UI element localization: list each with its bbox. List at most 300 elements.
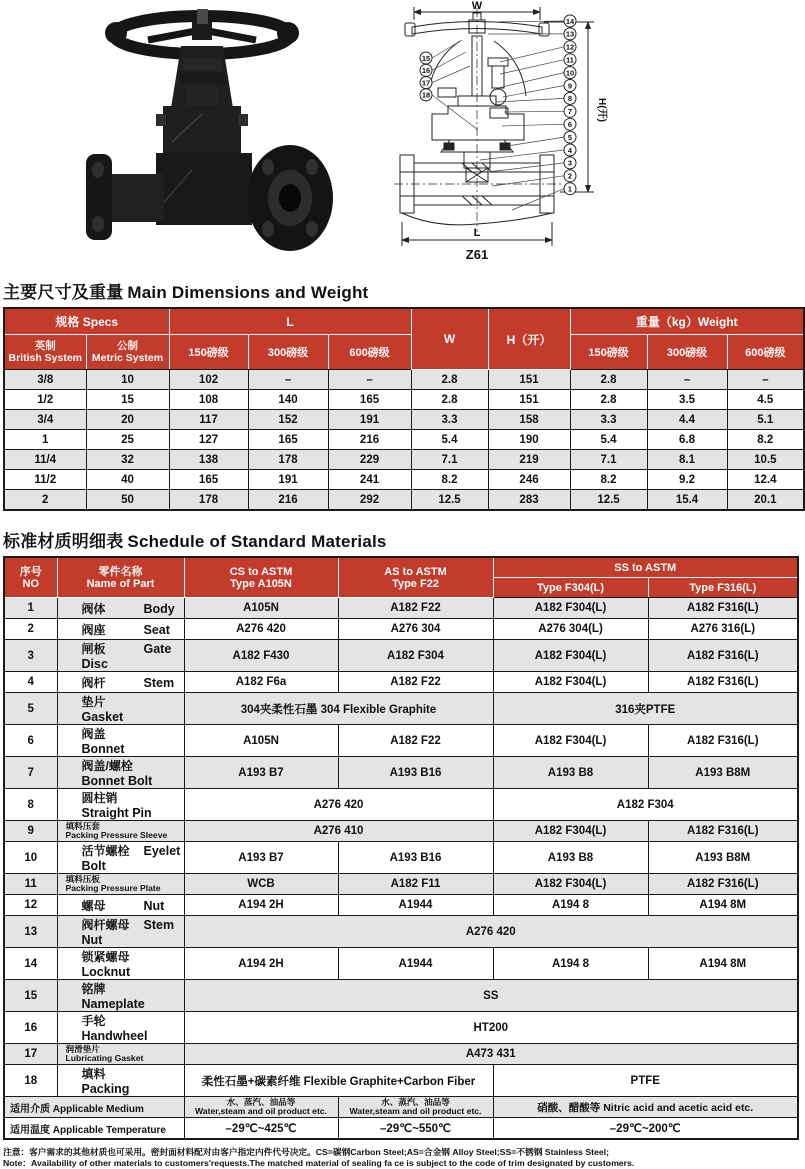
applicability-value: –29℃~550℃ <box>338 1118 493 1140</box>
material-spec: A182 F316(L) <box>648 821 798 842</box>
part-number: 14 <box>4 948 57 980</box>
material-spec: 316夹PTFE <box>493 693 798 725</box>
part-name-en: Handwheel <box>82 1029 148 1043</box>
material-spec: A276 410 <box>184 821 493 842</box>
callout-number: 4 <box>568 146 573 155</box>
part-name <box>57 1012 184 1044</box>
part-name-zh: 阀盖 <box>82 725 144 742</box>
dimension-value: 8.2 <box>727 430 804 450</box>
dimension-value: 1 <box>4 430 86 450</box>
materials-title-en: Schedule of Standard Materials <box>127 532 386 551</box>
header-cs: CS to ASTM Type A105N <box>184 557 338 598</box>
header-length: L <box>169 308 411 335</box>
dim-h-label: H(开) <box>596 98 608 122</box>
callout-number: 12 <box>566 43 574 52</box>
part-number: 4 <box>4 672 57 693</box>
part-name-zh: 润滑垫片 <box>66 1045 184 1055</box>
part-number: 1 <box>4 598 57 619</box>
dimension-value: 8.2 <box>570 470 647 490</box>
footnote-zh: 注意：客户需求的其他材质也可采用。密封面材料配对由客户指定内件代号决定。CS=碳钢Carbon Steel;AS=合金钢 Alloy Steel;SS=不锈钢 Stainless Steel; <box>3 1147 800 1158</box>
dimension-value: 108 <box>169 390 248 410</box>
material-spec: A194 2H <box>184 948 338 980</box>
dimension-value: 151 <box>488 370 570 390</box>
callout-number: 1 <box>568 185 572 194</box>
dimension-value: 229 <box>328 450 411 470</box>
applicability-label: 适用介质 Applicable Medium <box>4 1097 184 1118</box>
material-row <box>4 619 798 640</box>
part-name-en: Seat <box>144 623 170 637</box>
material-spec: A193 B8 <box>493 757 648 789</box>
dim-w-label: W <box>472 0 483 12</box>
part-name <box>57 757 184 789</box>
part-name-zh: 阀杆螺母 <box>82 916 144 933</box>
material-spec: A194 8M <box>648 948 798 980</box>
dimension-value: 6.8 <box>647 430 727 450</box>
part-name-en: Bonnet <box>82 742 125 756</box>
material-spec: A182 F304(L) <box>493 874 648 895</box>
material-spec: A182 F316(L) <box>648 725 798 757</box>
applicability-value: –29℃~200℃ <box>493 1118 798 1140</box>
dimension-value: 2.8 <box>570 370 647 390</box>
dimension-value: 15.4 <box>647 490 727 511</box>
callout-number: 13 <box>566 30 574 39</box>
material-spec: A182 F430 <box>184 640 338 672</box>
dimension-value: 11/2 <box>4 470 86 490</box>
material-spec: A182 F22 <box>338 672 493 693</box>
callout-leader <box>502 124 564 126</box>
material-spec: A182 F22 <box>338 598 493 619</box>
dimension-value: 5.4 <box>411 430 488 450</box>
header-width: W <box>411 308 488 370</box>
callout-leader <box>507 137 564 146</box>
material-spec: A182 F304 <box>493 789 798 821</box>
material-row <box>4 842 798 874</box>
callout-number: 5 <box>568 133 572 142</box>
material-row <box>4 598 798 619</box>
dimension-value: 8.1 <box>647 450 727 470</box>
dimension-value: 12.5 <box>570 490 647 511</box>
material-spec: A194 8 <box>493 948 648 980</box>
part-name-en: Gate Disc <box>82 642 172 671</box>
material-spec: PTFE <box>493 1065 798 1097</box>
header-class300-w: 300磅级 <box>647 335 727 370</box>
part-name-zh: 手轮 <box>82 1012 144 1029</box>
part-name <box>57 619 184 640</box>
callout-leader <box>488 163 564 172</box>
dimension-value: 7.1 <box>411 450 488 470</box>
part-name <box>57 693 184 725</box>
dimension-value: 178 <box>169 490 248 511</box>
part-name-zh: 填料 <box>82 1065 144 1082</box>
dimension-value: 138 <box>169 450 248 470</box>
dimensions-row <box>4 450 804 470</box>
callouts-right <box>480 15 576 210</box>
material-spec: WCB <box>184 874 338 895</box>
dimension-value: – <box>647 370 727 390</box>
part-name-en: Packing <box>82 1082 130 1096</box>
material-spec: A193 B16 <box>338 757 493 789</box>
dimension-value: 158 <box>488 410 570 430</box>
dimension-value: 219 <box>488 450 570 470</box>
part-name-zh: 垫片 <box>82 693 144 710</box>
part-name <box>57 916 184 948</box>
callout-number: 17 <box>422 78 430 87</box>
material-spec: A276 420 <box>184 789 493 821</box>
dimension-value: 246 <box>488 470 570 490</box>
part-name-zh: 圆柱销 <box>82 789 144 806</box>
stem-nut <box>197 9 208 24</box>
material-spec: A1944 <box>338 895 493 916</box>
dimensions-row <box>4 370 804 390</box>
valve-photo <box>52 2 352 257</box>
callout-leader <box>498 73 564 88</box>
material-row <box>4 948 798 980</box>
callout-number: 8 <box>568 94 572 103</box>
part-number: 13 <box>4 916 57 948</box>
dimension-value: 216 <box>248 490 328 511</box>
part-name-zh: 阀杆 <box>82 674 144 691</box>
part-name-zh: 填料压板 <box>66 875 184 885</box>
header-class300-l: 300磅级 <box>248 335 328 370</box>
valve-drawing <box>392 0 627 262</box>
callout-number: 9 <box>568 81 572 90</box>
callouts-left <box>420 40 478 130</box>
dimension-value: – <box>248 370 328 390</box>
part-name-en: Stem <box>144 676 175 690</box>
callout-leader <box>432 66 470 83</box>
header-metric: 公制 Metric System <box>86 335 169 370</box>
part-name-en: Stem Nut <box>82 918 175 947</box>
dimensions-table-body <box>4 370 804 511</box>
dimension-value: 12.5 <box>411 490 488 511</box>
dimension-value: 7.1 <box>570 450 647 470</box>
material-spec: A193 B8 <box>493 842 648 874</box>
callout-number: 7 <box>568 107 572 116</box>
part-name-en: Lubricating Gasket <box>66 1054 184 1064</box>
applicability-label: 适用温度 Applicable Temperature <box>4 1118 184 1140</box>
dimension-value: 2 <box>4 490 86 511</box>
dimension-value: 216 <box>328 430 411 450</box>
header-specs: 规格 Specs <box>4 308 169 335</box>
applicability-row <box>4 1118 798 1140</box>
callout-leader <box>432 40 462 58</box>
part-name <box>57 948 184 980</box>
material-spec: A182 F304(L) <box>493 640 648 672</box>
material-row <box>4 789 798 821</box>
dimension-value: 5.4 <box>570 430 647 450</box>
dimension-value: 25 <box>86 430 169 450</box>
dimension-value: 191 <box>328 410 411 430</box>
dimension-value: 140 <box>248 390 328 410</box>
part-number: 8 <box>4 789 57 821</box>
part-number: 17 <box>4 1044 57 1065</box>
dimension-value: 32 <box>86 450 169 470</box>
dimension-value: 191 <box>248 470 328 490</box>
material-row <box>4 874 798 895</box>
dimension-value: 10.5 <box>727 450 804 470</box>
part-name-zh: 螺母 <box>82 897 144 914</box>
material-spec: A182 F316(L) <box>648 598 798 619</box>
part-name <box>57 789 184 821</box>
header-height: H（开） <box>488 308 570 370</box>
part-name-zh: 闸板 <box>82 640 144 657</box>
dimension-value: 165 <box>248 430 328 450</box>
dimension-value: 3.3 <box>570 410 647 430</box>
dimension-value: – <box>328 370 411 390</box>
callout-number: 16 <box>422 66 430 75</box>
material-row <box>4 1044 798 1065</box>
callout-leader <box>512 189 564 210</box>
dimension-value: 165 <box>328 390 411 410</box>
part-name-en: Body <box>144 602 175 616</box>
dim-l-label: L <box>474 227 481 239</box>
part-name <box>57 874 184 895</box>
material-spec: A182 F22 <box>338 725 493 757</box>
part-name-zh: 填料压套 <box>66 822 184 832</box>
dimension-value: 50 <box>86 490 169 511</box>
material-spec: 柔性石墨+碳素纤维 Flexible Graphite+Carbon Fiber <box>184 1065 493 1097</box>
callout-number: 14 <box>566 17 575 26</box>
header-british: 英制 British System <box>4 335 86 370</box>
dimension-value: 9.2 <box>647 470 727 490</box>
part-name-en: Bonnet Bolt <box>82 774 153 788</box>
part-number: 15 <box>4 980 57 1012</box>
part-name-zh: 阀体 <box>82 600 144 617</box>
dimension-value: – <box>727 370 804 390</box>
materials-title-zh: 标准材质明细表 <box>3 532 123 551</box>
part-number: 18 <box>4 1065 57 1097</box>
applicability-row <box>4 1097 798 1118</box>
part-name-en: Eyelet Bolt <box>82 844 181 873</box>
callout-number: 11 <box>566 56 574 65</box>
dimensions-row <box>4 470 804 490</box>
dimension-value: 165 <box>169 470 248 490</box>
material-spec: A182 F304 <box>338 640 493 672</box>
material-row <box>4 693 798 725</box>
material-spec: A182 F316(L) <box>648 672 798 693</box>
dimensions-row <box>4 410 804 430</box>
material-spec: A276 420 <box>184 619 338 640</box>
part-name <box>57 821 184 842</box>
material-spec: SS <box>184 980 798 1012</box>
callout-leader <box>503 86 564 98</box>
material-spec: A182 F304(L) <box>493 598 648 619</box>
part-name-en: Nameplate <box>82 997 145 1011</box>
part-name-en: Packing Pressure Plate <box>66 884 184 894</box>
part-name <box>57 598 184 619</box>
part-name-zh: 阀座 <box>82 621 144 638</box>
applicability-value: 水、蒸汽、油品等 Water,steam and oil product etc. <box>184 1097 338 1118</box>
material-spec: A473 431 <box>184 1044 798 1065</box>
header-ss-f316: Type F316(L) <box>648 578 798 598</box>
material-spec: A276 316(L) <box>648 619 798 640</box>
dimension-value: 151 <box>488 390 570 410</box>
material-spec: A182 F316(L) <box>648 640 798 672</box>
materials-table <box>3 556 799 1140</box>
header-as: AS to ASTM Type F22 <box>338 557 493 598</box>
material-spec: A193 B8M <box>648 757 798 789</box>
part-number: 11 <box>4 874 57 895</box>
header-weight: 重量（kg）Weight <box>570 308 804 335</box>
header-no: 序号 NO <box>4 557 57 598</box>
part-number: 10 <box>4 842 57 874</box>
dimension-value: 102 <box>169 370 248 390</box>
part-number: 3 <box>4 640 57 672</box>
material-spec: A194 8M <box>648 895 798 916</box>
callout-leader <box>500 60 564 74</box>
material-spec: A182 F304(L) <box>493 725 648 757</box>
dimension-value: 3.3 <box>411 410 488 430</box>
part-name <box>57 1065 184 1097</box>
header-part-name: 零件名称 Name of Part <box>57 557 184 598</box>
dimension-value: 241 <box>328 470 411 490</box>
part-name-zh: 活节螺栓 <box>82 842 144 859</box>
valve-body <box>156 153 252 225</box>
dimensions-row <box>4 490 804 511</box>
material-row <box>4 1065 798 1097</box>
applicability-value: 硝酸、醋酸等 Nitric acid and acetic acid etc. <box>493 1097 798 1118</box>
applicability-value: –29℃~425℃ <box>184 1118 338 1140</box>
callout-number: 10 <box>566 68 574 77</box>
header-ss-f304: Type F304(L) <box>493 578 648 598</box>
dimension-value: 2.8 <box>411 370 488 390</box>
part-number: 9 <box>4 821 57 842</box>
dimension-value: 117 <box>169 410 248 430</box>
material-row <box>4 895 798 916</box>
part-name <box>57 672 184 693</box>
dimensions-title-zh: 主要尺寸及重量 <box>3 283 123 302</box>
material-spec: A182 F11 <box>338 874 493 895</box>
material-spec: A182 F304(L) <box>493 821 648 842</box>
dimension-value: 3.5 <box>647 390 727 410</box>
part-number: 5 <box>4 693 57 725</box>
header-class150-l: 150磅级 <box>169 335 248 370</box>
part-name-en: Straight Pin <box>82 806 152 820</box>
material-spec: 304夹柔性石墨 304 Flexible Graphite <box>184 693 493 725</box>
dimensions-table <box>3 307 805 511</box>
part-name <box>57 725 184 757</box>
material-spec: A276 304 <box>338 619 493 640</box>
material-spec: A193 B16 <box>338 842 493 874</box>
dimension-value: 178 <box>248 450 328 470</box>
part-number: 6 <box>4 725 57 757</box>
material-spec: A105N <box>184 725 338 757</box>
material-row <box>4 980 798 1012</box>
bonnet <box>163 106 241 156</box>
dimensions-row <box>4 390 804 410</box>
part-number: 16 <box>4 1012 57 1044</box>
part-name <box>57 980 184 1012</box>
material-spec: A182 F304(L) <box>493 672 648 693</box>
dimension-value: 40 <box>86 470 169 490</box>
header-class150-w: 150磅级 <box>570 335 647 370</box>
material-row <box>4 672 798 693</box>
dimension-value: 12.4 <box>727 470 804 490</box>
dimension-value: 2.8 <box>411 390 488 410</box>
material-spec: A182 F316(L) <box>648 874 798 895</box>
footnote-en: Note：Availability of other materials to customers'requests.The matched material of sealing fa ce is subject to the code of trim designated by customers. <box>3 1158 800 1169</box>
dimension-value: 8.2 <box>411 470 488 490</box>
material-row <box>4 757 798 789</box>
dimension-value: 20.1 <box>727 490 804 511</box>
callout-number: 3 <box>568 159 572 168</box>
material-spec: A276 304(L) <box>493 619 648 640</box>
material-row <box>4 916 798 948</box>
part-number: 12 <box>4 895 57 916</box>
dimension-value: 3/8 <box>4 370 86 390</box>
material-row <box>4 725 798 757</box>
material-spec: A105N <box>184 598 338 619</box>
callout-leader <box>504 111 564 112</box>
part-name-en: Gasket <box>82 710 124 724</box>
material-spec: HT200 <box>184 1012 798 1044</box>
part-name <box>57 842 184 874</box>
footnotes <box>3 1147 800 1169</box>
part-number: 2 <box>4 619 57 640</box>
dimensions-row <box>4 430 804 450</box>
dimension-value: 15 <box>86 390 169 410</box>
material-spec: A1944 <box>338 948 493 980</box>
material-spec: A276 420 <box>184 916 798 948</box>
part-name <box>57 1044 184 1065</box>
dimension-value: 127 <box>169 430 248 450</box>
dimension-value: 11/4 <box>4 450 86 470</box>
callout-number: 6 <box>568 120 572 129</box>
dimension-value: 10 <box>86 370 169 390</box>
dimension-value: 152 <box>248 410 328 430</box>
part-name <box>57 895 184 916</box>
material-row <box>4 640 798 672</box>
model-code: Z61 <box>466 247 488 262</box>
applicability-value: 水、蒸汽、油品等 Water,steam and oil product etc. <box>338 1097 493 1118</box>
part-name-en: Locknut <box>82 965 131 979</box>
part-name <box>57 640 184 672</box>
product-images <box>0 0 800 262</box>
part-name-zh: 阀盖/螺栓 <box>82 757 144 774</box>
part-number: 7 <box>4 757 57 789</box>
dimension-value: 292 <box>328 490 411 511</box>
material-spec: A194 8 <box>493 895 648 916</box>
callout-number: 15 <box>422 54 430 63</box>
materials-title <box>3 527 800 552</box>
material-spec: A193 B7 <box>184 757 338 789</box>
header-ss: SS to ASTM <box>493 557 798 578</box>
dimension-value: 2.8 <box>570 390 647 410</box>
callout-leader <box>432 95 478 130</box>
dimension-value: 5.1 <box>727 410 804 430</box>
dimension-value: 3/4 <box>4 410 86 430</box>
dimensions-title <box>3 278 800 303</box>
dimension-value: 190 <box>488 430 570 450</box>
dimension-value: 283 <box>488 490 570 511</box>
part-name-zh: 铭牌 <box>82 980 144 997</box>
dimension-value: 4.5 <box>727 390 804 410</box>
material-row <box>4 1012 798 1044</box>
material-spec: A193 B7 <box>184 842 338 874</box>
part-name-en: Nut <box>144 899 165 913</box>
material-row <box>4 821 798 842</box>
material-spec: A193 B8M <box>648 842 798 874</box>
dimension-value: 20 <box>86 410 169 430</box>
dimensions-title-en: Main Dimensions and Weight <box>127 283 368 302</box>
part-name-en: Packing Pressure Sleeve <box>66 831 184 841</box>
material-spec: A194 2H <box>184 895 338 916</box>
callout-leader <box>492 176 564 186</box>
part-name-zh: 锁紧螺母 <box>82 948 144 965</box>
materials-table-body <box>4 598 798 1140</box>
callout-number: 18 <box>422 91 430 100</box>
material-spec: A182 F6a <box>184 672 338 693</box>
